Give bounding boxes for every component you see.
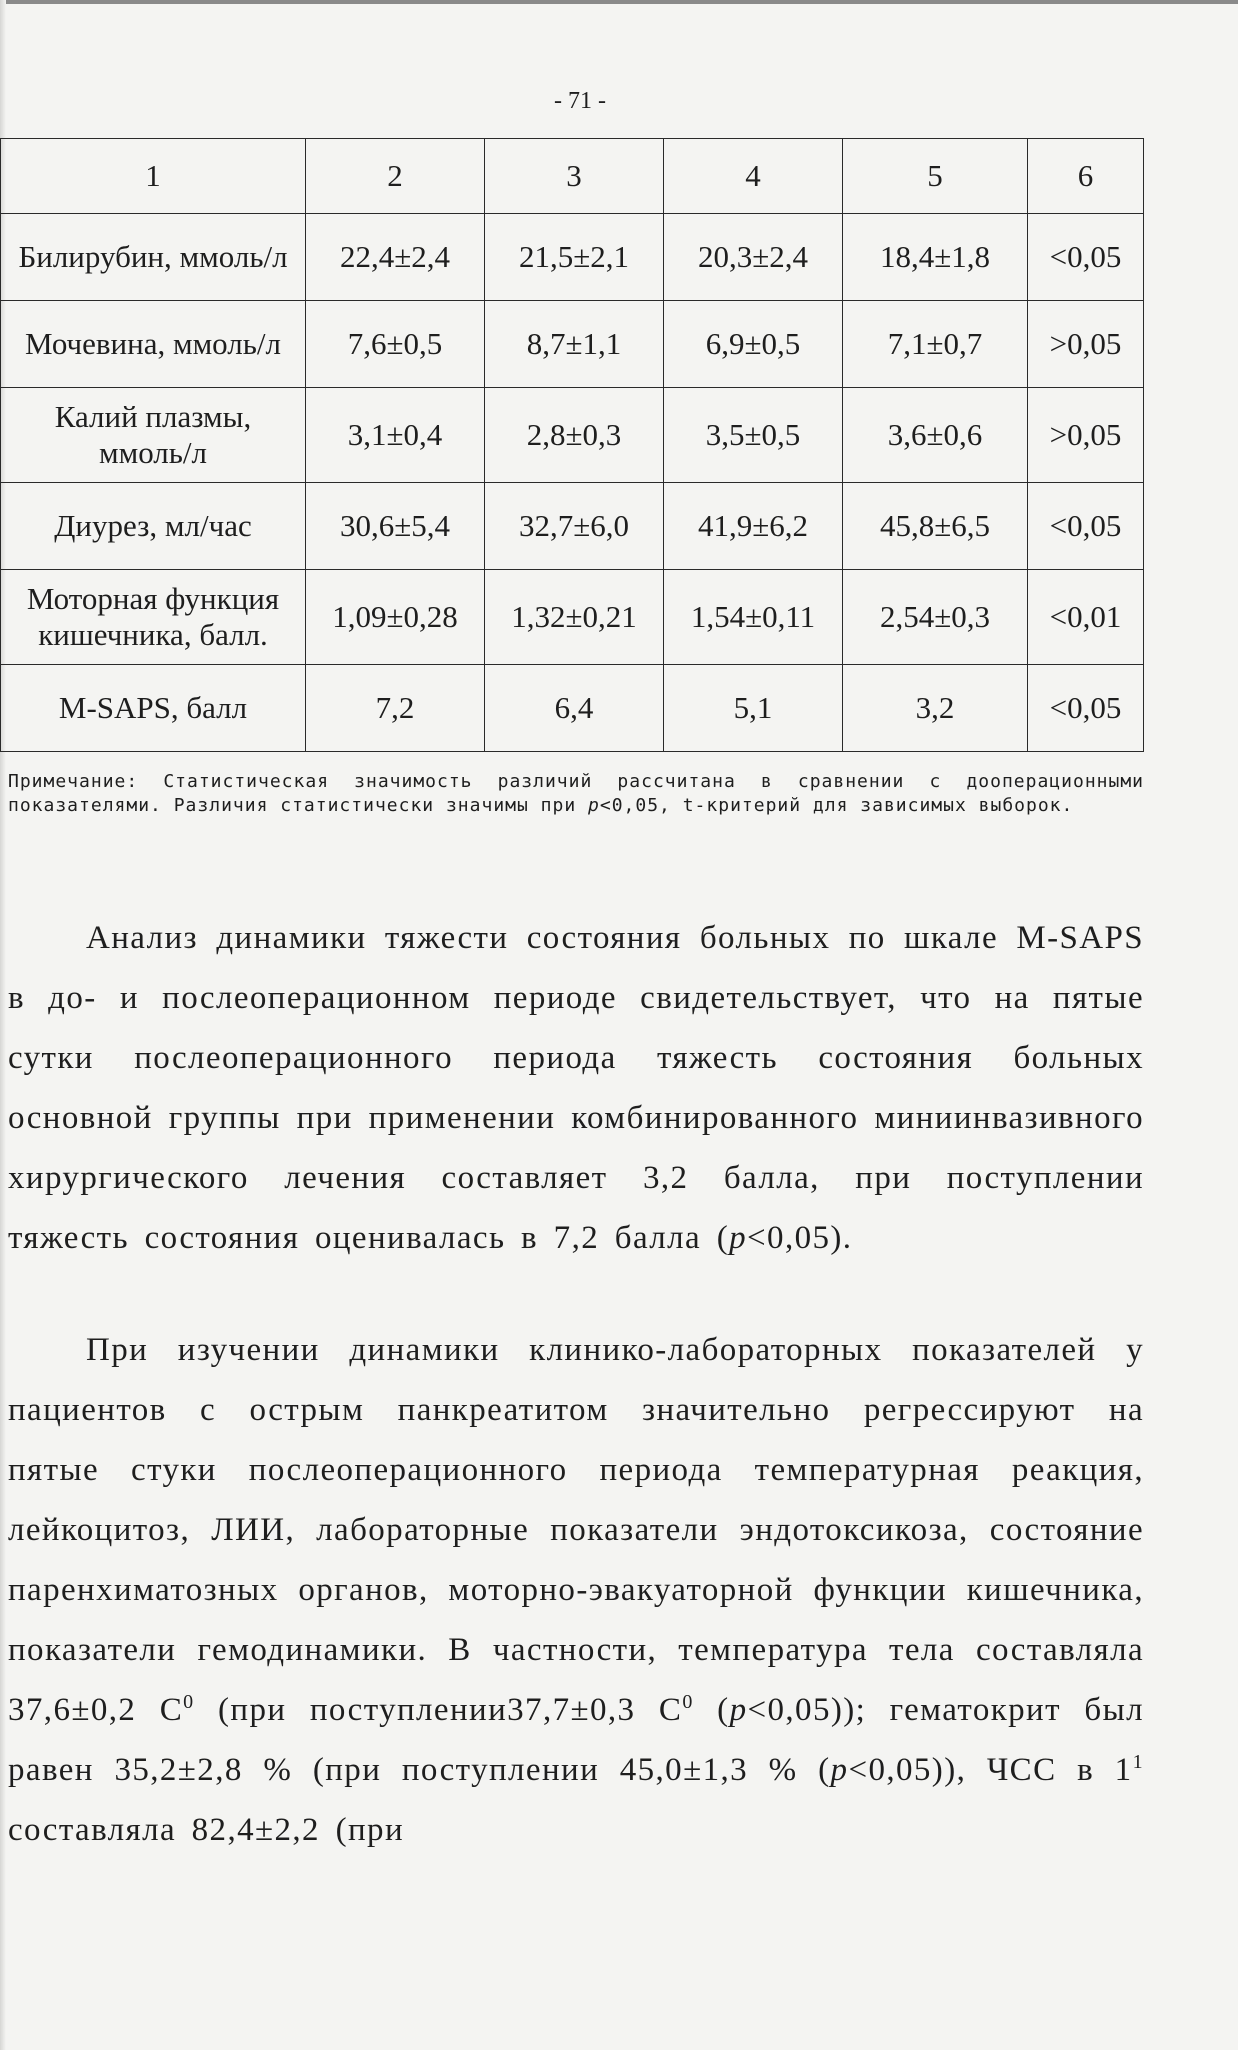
table-row <box>1 301 1144 388</box>
table-cell: 6,9±0,5 <box>664 301 843 388</box>
table-header-cell: 3 <box>485 139 664 214</box>
results-table <box>0 138 1144 752</box>
table-header-cell: 5 <box>843 139 1028 214</box>
p-symbol: p <box>729 1220 748 1256</box>
p-symbol: p <box>830 1752 849 1788</box>
row-label: Диурез, мл/час <box>1 483 306 570</box>
table-cell: 21,5±2,1 <box>485 214 664 301</box>
paragraph-text: составляла 82,4±2,2 (при <box>8 1812 405 1848</box>
table-cell: 7,6±0,5 <box>306 301 485 388</box>
table-cell: 3,6±0,6 <box>843 388 1028 483</box>
superscript: 0 <box>183 1691 195 1713</box>
row-label <box>1 388 306 483</box>
table-header-cell: 1 <box>1 139 306 214</box>
table-cell: 1,32±0,21 <box>485 570 664 665</box>
table-cell: 2,54±0,3 <box>843 570 1028 665</box>
superscript: 0 <box>682 1691 694 1713</box>
row-label: Билирубин, ммоль/л <box>1 214 306 301</box>
body-paragraph <box>8 1320 1144 1860</box>
row-label-line: Моторная функция <box>26 581 280 616</box>
table-row <box>1 388 1144 483</box>
paragraph-text: <0,05)); гематокрит был равен 35,2±2,8 % (при поступлении 45,0±1,3 % ( <box>8 1692 1145 1788</box>
table-cell-p-value: <0,05 <box>1028 483 1144 570</box>
table-cell: 22,4±2,4 <box>306 214 485 301</box>
table-cell: 18,4±1,8 <box>843 214 1028 301</box>
table-header-cell: 6 <box>1028 139 1144 214</box>
table-cell: 30,6±5,4 <box>306 483 485 570</box>
table-row <box>1 665 1144 752</box>
paragraph-text: (при поступлении37,7±0,3 С <box>194 1692 683 1728</box>
paragraph-text: <0,05)), ЧСС в 1 <box>848 1752 1133 1788</box>
row-label <box>1 570 306 665</box>
p-symbol: p <box>729 1692 748 1728</box>
table-row <box>1 483 1144 570</box>
table-cell-p-value: <0,01 <box>1028 570 1144 665</box>
body-paragraph <box>8 908 1144 1268</box>
table-cell: 32,7±6,0 <box>485 483 664 570</box>
table-row <box>1 570 1144 665</box>
table-cell: 6,4 <box>485 665 664 752</box>
paragraph-text: При изучении динамики клинико-лабораторных показателей у пациентов с острым панкреатитом значительно регрессируют на пятые стуки послеоперационного периода температурная реакция, лейкоцитоз, ЛИИ, лабораторные показатели эндотоксикоза, состояние паренхиматозных органов, моторно-эвакуаторной функции кишечника, показатели гемодинамики. В частности, температура тела составляла 37,6±0,2 С <box>8 1332 1144 1728</box>
row-label-line: кишечника, балл. <box>38 617 268 652</box>
table-cell: 8,7±1,1 <box>485 301 664 388</box>
table-header-row <box>1 139 1144 214</box>
table-cell: 2,8±0,3 <box>485 388 664 483</box>
row-label: Мочевина, ммоль/л <box>1 301 306 388</box>
table-cell: 5,1 <box>664 665 843 752</box>
table-cell: 3,2 <box>843 665 1028 752</box>
superscript: 1 <box>1132 1751 1144 1773</box>
note-p-symbol: p <box>588 795 600 816</box>
table-cell-p-value: <0,05 <box>1028 665 1144 752</box>
note-text-end: <0,05, t-критерий для зависимых выборок. <box>599 795 1074 816</box>
paragraph-text: Анализ динамики тяжести состояния больных по шкале M-SAPS в до- и послеоперационном периоде свидетельствует, что на пятые сутки послеоперационного периода тяжесть состояния больных основной группы при применении комбинированного миниинвазивного хирургического лечения составляет 3,2 балла, при поступлении тяжесть состояния оценивалась в 7,2 балла ( <box>8 920 1144 1256</box>
table-header-cell: 4 <box>664 139 843 214</box>
table-cell: 3,5±0,5 <box>664 388 843 483</box>
table-cell-p-value: >0,05 <box>1028 301 1144 388</box>
page-number: - 71 - <box>554 88 606 114</box>
row-label-line: ммоль/л <box>98 435 207 470</box>
paragraph-text: ( <box>693 1692 730 1728</box>
table-cell: 1,54±0,11 <box>664 570 843 665</box>
page-top-edge <box>0 0 1238 4</box>
table-note <box>8 770 1144 818</box>
row-label-line: Калий плазмы, <box>54 399 252 434</box>
table-cell: 7,2 <box>306 665 485 752</box>
table-cell: 3,1±0,4 <box>306 388 485 483</box>
table-row <box>1 214 1144 301</box>
row-label: M-SAPS, балл <box>1 665 306 752</box>
table-cell-p-value: >0,05 <box>1028 388 1144 483</box>
table-cell: 41,9±6,2 <box>664 483 843 570</box>
table-header-cell: 2 <box>306 139 485 214</box>
note-text: Примечание: Статистическая значимость различий рассчитана в сравнении с дооперационными показателями. Различия статистически значимы при <box>8 771 1144 816</box>
table-cell: 1,09±0,28 <box>306 570 485 665</box>
table-cell: 45,8±6,5 <box>843 483 1028 570</box>
table-cell-p-value: <0,05 <box>1028 214 1144 301</box>
table-cell: 20,3±2,4 <box>664 214 843 301</box>
table-cell: 7,1±0,7 <box>843 301 1028 388</box>
paragraph-text-end: <0,05). <box>747 1220 853 1256</box>
